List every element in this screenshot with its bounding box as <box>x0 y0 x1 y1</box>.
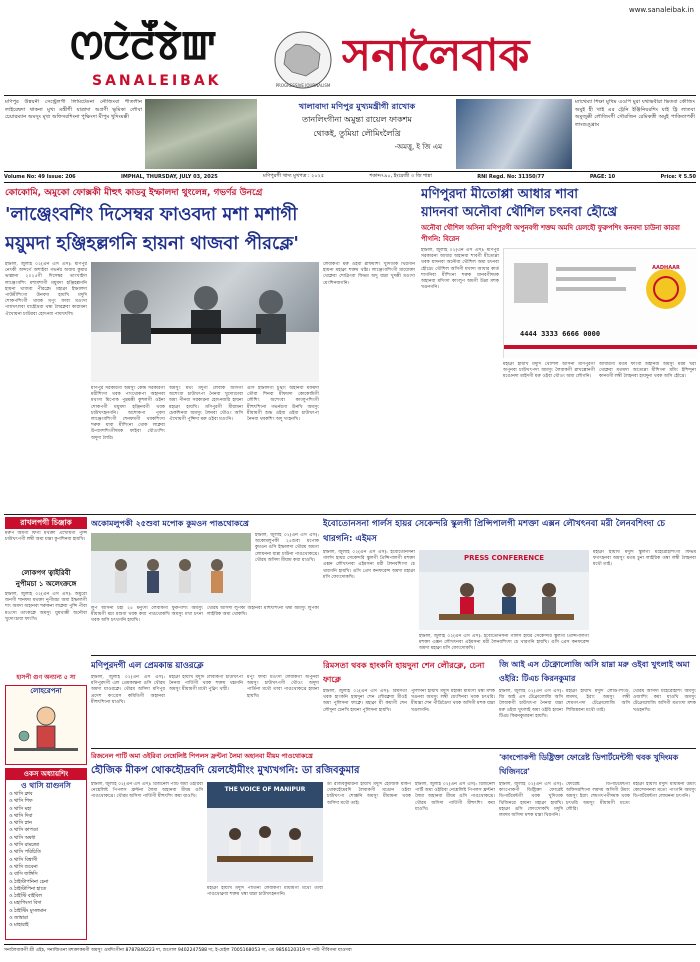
right-lead-headline-2[interactable]: য়াদনবা অনৌবা থৌশিল চৎনবা হৌখ্রে <box>421 205 618 220</box>
mid-left-ad-label: হাসপী গুণ অন্যান্য ৫ সা <box>16 674 76 681</box>
cartoon-illustration <box>6 696 86 764</box>
banner-quote-line-3: থোকই, তুমিয়া লৌমিংলৈখ্রি <box>313 129 401 138</box>
mid-left-box-body-2: ইম্ফাল, জুলাই ০২(এন এস এস): অমুরো জনগী শানফম মথক্তা নুপীমচা অমা ইম্ফালগী শাং অমদা অহানবা শরুকনা লাক্লবা পুন্সি পীবা মওংদা তাংকক্লে অমসুং য়ুমথাক্কী অনৌবা খুদোংচাবা ফাংখি। <box>5 592 87 622</box>
top-left-teaser[interactable]: মণিপুর উন্নয়নী সেন্ট্রেলগী লিমিটেডনা নৌজিংবা শীতলীন লাইরেম্বদা থাকনা মুখ্য মন্ত্রীগী যাত্রাদা অগ্রণী ভূমিকা লৌবা চেয়ারম্যান অমসুং মূখ্য অফিসরশিংনা পুক্ষিংদা মীপুম খুদিংমক্কী <box>5 99 142 121</box>
story-akm-headline[interactable]: অকোমলুপকী ২৫শুবা মপোক কুমওন পাঙথোকখ্রে <box>91 519 249 528</box>
top-right-teaser[interactable]: ম্যাথেম্যা শিক্ষা মুখিম এওপি মুরা যথাভবীরা ভিতবা কৌজিং অমুই হী খাই এর ট্রেনি ইঞ্জিনিয়রশিং যাই ট্রি লাতবা অমুজুক্কী লৌজিংগী সৌরজিন রেমিকত্তী অমুই পাকিতাপকী লাংশুঙ্খ্রাম <box>575 99 695 128</box>
masthead-latin-title: SANALEIBAK <box>92 73 222 89</box>
story-digital-body-col-4: ইম্ফাল, জুলাই ০২(এন এস এস): রিজনেল পার্টি অমা ওইরিবা নেশ্নেলিষ্ট পিপলস ফ্রন্টনা লৈমা অহানবা মীয়ম ঙসি পাঙথোকখ্রে। থৌরম অসিদা পার্তিগী মীহুৎশিং কয়া য়াওখি। <box>415 782 495 812</box>
story-ism-press-banner: PRESS CONFERENCE <box>464 554 544 562</box>
dateline-bar <box>4 171 696 183</box>
banner-quote-line-1: খালাবাদা মণিপুর মুখ্যমন্ত্রীগী রাখোক <box>298 101 416 111</box>
banner-quote <box>262 99 452 169</box>
banner-quote-line-2: তানলিংগীনা অমুন্তা রায়েল ফাকশম <box>302 115 412 124</box>
lead-headline-2[interactable]: ময়ুমদা হঞ্জিহল্লগনি হায়না থাজবা পীরক্লে' <box>5 233 299 254</box>
row-divider-2 <box>91 655 696 656</box>
cartoon-title: লোহরেপনা <box>30 687 62 695</box>
row-divider-1 <box>4 514 696 515</box>
story-akm-photo <box>91 533 251 603</box>
health-box-item: ও ঠাইস্টিং মুসলমান <box>9 908 47 914</box>
health-box-item: ও মাহারাই <box>9 923 29 929</box>
story-mpcc-body-col-2: মহাক্না হায়খি মদুদি লৈবাকগী চাউখৎপা নৈনবা পার্তিগী থবক শক্তম থম্লগনি অমসুং মীয়ামগী মথৌ পুক্নিং থম্মী। <box>169 675 243 693</box>
story-akm-body-col-2: থৌরম অসিদা লুপকী অহানবা মীহুৎশিংনা থম্বা অমসুং লুপকী লাইরিক অমা থোকখি। <box>207 606 319 618</box>
health-box-item: ও থাসি স্নান <box>9 821 32 827</box>
row-divider-3 <box>91 748 696 749</box>
story-digital-body-col-1: ইম্ফাল, জুলাই ০২(এন এস এস): রিজনেল পার্টি অমা ওইরিবা নেশ্নেলিষ্ট পিপলস ফ্রন্টনা লৈমা অহানবা মীয়ম ঙসি পাঙথোকখ্রে। থৌরম অসিদা পার্তিগী মীহুৎশিং কয়া য়াওখি। <box>91 782 203 800</box>
lead-photo <box>91 262 319 382</box>
dateline-price: Price: ₹ 5.50 <box>660 174 696 180</box>
story-mpcc-body-col-3: মপুং ফাবা মওংদা লৈবাকগী অপুনবা অমসুং চাউখৎপগী থৌওং অদুদা পার্তিনা মথৌ তাবা পাঙথোকখ্রে হায়না হায়খি। <box>247 675 319 699</box>
top-right-teaser-photo <box>456 99 572 169</box>
lead-body-col-5: লৈবাকগী মরু ওইবা ৱাফমশিং খুদিংমক থিরগনি হায়না মহাক্না শক্তম থম্লি। লাঞ্জেংবশিংগী মায়োক্তা থোক্লবা শোক্নিংবা ফিভম অদু য়াম্না খুদক্কী মওংদা য়েংশিনজগনি। <box>323 262 415 286</box>
story-kangpokpi-body-col-3: মহাক্না হায়খি মদুদি মীয়ামনা উমাং কোন্দোননবা মতেং পাংগনি অমসুং ডিপার্টমেন্টগা লোয়ননা চৎগনি। <box>633 782 696 800</box>
story-gis-body-col-2: মহাক্না হায়খি মদুদি লৌউ-শিংউ, লমদম, ইরাং অমসুং লম্বী শেমগৎপদা টেক্নোলোজি অসি শিজিন্নবনা মথৌ তাই। <box>566 689 630 713</box>
health-box-item: ও থাসি শুবেনা <box>9 864 38 870</box>
health-box-item: ও ঠাইস্টি বাইবিল <box>9 894 42 900</box>
health-box-item: ও বাসি জঙ্গিসি <box>9 872 38 878</box>
right-lead-body-col-1: ইম্ফাল, জুলাই ০২(এন এস এস): মণিপুর সরকারনা আধার অহানবা শাবগী মীতোপ্পা থবক য়াদনবা অনৌবা থৌশিল অমা চৎনবা হৌখ্রে। থৌশিল অসিগী মখাদা আধার কার্ড শাগনিবা মীশিংনা শরুক য়ানবগীদমক অহানবা মদিংদা কাংলুপ অমগী উপ্পা মশক খঙনগনি। <box>421 248 499 291</box>
banner-quote-attribution: -অমত্তু, ই জি এম <box>394 143 442 151</box>
story-rim-body-col-1: ইম্ফাল, জুলাই ০২(এন এস এস): রিমসতা থবক হাংকনি হায়দুনা শেন লৌরক্লবা মীওই অমা পুলিসনা ফাক্লে। মহাক্না মী কয়াগী শেন লৌদুনা চেনখি হায়না পুলিসনা হায়খি। <box>323 689 407 713</box>
dateline-regd: RNI Regd. No: 31350/77 <box>477 174 545 180</box>
dateline-volume: Volume No: 49 Issue: 206 <box>4 174 76 180</box>
health-box-item: ও থাসি রামচন্দ্রা <box>9 843 40 849</box>
masthead-meetei-title: ꯁꯅꯥꯂꯩꯕꯥꯛ <box>70 23 216 69</box>
health-box-item: ও থাসি ক্লাব <box>9 792 33 797</box>
story-kangpokpi-headline[interactable]: 'কাংপোকপী ডিষ্ট্রিক্তা ফোরেষ্ট ডিপার্টমেন্টগী থবক খুদিংমক থিজিনরে' <box>499 753 679 776</box>
story-ism-body-col-1: ইম্ফাল, জুলাই ০২(এন এস এস): ইবোতোনসনা গার্লস হায়র সেকেন্দরি স্কুলগী প্রিন্সিপালগী মশক্তা এক্সন লৌখৎনবা এইমসনা মরী লৈনবশিংদা চে থারগনি হায়খি। ঙসি প্রেস কনফরেন্স অমদা মহাক্না মসি ফোংদোকখি। <box>323 550 415 580</box>
health-box-item: ও ঠাইস্টাপিনা হাতে <box>9 886 47 892</box>
story-digital-photo-banner: THE VOICE OF MANIPUR <box>224 786 306 793</box>
right-lead-body-col-3: আধারগী মতম ফাংবা অহানবা অমসুং মরম খরা থোক্লবা মতমদা অতোপ্পা মীশিংনা মমিং ইশিন্দুনা কানবগী লম্বী লৈহনবা হায়দুনা থবক অসি হৌখ্রে। <box>599 362 696 380</box>
health-box-item: ও জাম্বারা <box>9 916 28 922</box>
mid-left-box-body: মরুপ অমগী ফিগী মথক্তা ঐখোয়গী পুন্সি চাউখৎপগী লম্বী অমা য়াম্না কুপশিনবা হায়খি। <box>5 531 87 543</box>
story-mpcc-headline[interactable]: মণিপুরদগী এল প্রেমকান্ত য়াওরক্লে <box>91 660 204 670</box>
story-rim-headline[interactable]: রিমসতা থবক হাংকনি হায়দুনা শেন লৌরক্লে, চেনা ফাক্লে <box>323 660 485 684</box>
health-box-title: ওকস অধ্যায়শিং <box>6 769 86 780</box>
story-rim-body-col-2: পুলিসনা হায়খি মদুদি মহাক্কী মমিংদা থম্বা মশক খঙনবা অমসুং লম্বী য়েংশিনবা থবক চৎথরি। মীয়াম্না শেন পীদ্রিঙৈদা থবক অসিগী মশক য়াম্না খঙলগনি। <box>411 689 495 713</box>
footer-strip <box>4 944 696 956</box>
health-box-item: ও থাসি দিবা <box>9 813 33 819</box>
mid-left-box-subtitle-2[interactable]: নুপীমচা ১ অলেংক্রঙ্গে <box>15 580 77 588</box>
dateline-page: PAGE: 10 <box>589 174 616 180</box>
lead-headline-1[interactable]: 'লাঞ্জেংবশিং দিসেম্বর ফাওবদা মশা মশাগী <box>5 204 298 225</box>
mid-left-box-title[interactable]: রাখলপগী চিঞ্জাক <box>5 517 87 529</box>
story-gis-body-col-3: থৌরম অসিদা মহৈরোইশিং অমসুং ওজাশিং কয়া য়াওখি অমসুং টেক্নোলোজি অসিগী মতাংদা মশক খঙহনখি। <box>633 689 696 713</box>
health-box-item: ও ঠাইস্টাপনিনা চেনা <box>9 879 49 885</box>
masthead-divider <box>4 95 696 96</box>
dateline-local-date: মণিপুরগী খাদ্য মুখপত্র : ২০২৫ <box>263 173 325 179</box>
story-digital-kicker[interactable]: রিজনেল পার্টি অমা ওইরিবা নেশ্নেলিষ্ট পিপলস ফ্রন্টনা লৈমা অহানবা মীয়ম পাওথোকখ্রে <box>91 752 313 760</box>
health-box-item: ও থাসি কাপণ্ডা <box>9 828 39 834</box>
story-kangpokpi-body-col-2: ফোরেষ্ট ডিপার্টমেন্টগী অফিসরশিংনা লমদম অসিগী উমাং অমসুং ইরাং শেমগৎপগীদমক থবক চৎথরি অমসুং মীয়ামগী মতেং লৌরি। <box>566 782 630 812</box>
health-box <box>5 768 87 940</box>
story-digital-body-col-3: মহাক্না হায়খি মদুদি পার্তিনা লৈবাকগী মীয়ামগী মথৌ তাবা পাঙথোক্নবা শক্তম থম্বা য়াম্না চাউখৎহনগনি। <box>207 886 323 898</box>
story-mpcc-body-col-1: ইম্ফাল, জুলাই ০২(এন এস এস): মণিপুরদগী এল প্রেমকান্তনা ঙসি থৌরম অমদা য়াওরক্লে। থৌরম অসিদা মণিপুর প্রদেশ কংগ্রেস কমিতিগী অহানবা মীহুৎশিংনা য়াওখি। <box>91 675 165 705</box>
masthead-bengali-title: সনালৈবাক <box>342 30 530 81</box>
story-ism-body-col-2: মহাক্না হায়খি মদুদি স্কুলগী মহৈরোইশিংগী ফিভম ফগৎহনবা অমসুং মতম চুনা লাইরিক তম্বা লম্বী লৈহনবা মথৌ তাই। <box>593 550 696 568</box>
masthead-seal <box>266 30 340 90</box>
masthead-seal-text: PROGRESSIVE JOURNALISM <box>275 83 331 88</box>
story-digital-body-col-2: ডা রজিবকুমারনা হায়খি মদুদি হৌজিক মীকপ থোকহৌদ্রবদি লৈবাকগী মঙোন ওইবা চাউখৎপা শোক্কনি অমসুং মীয়ামনা থবক অসিদা মথৌ তাই। <box>327 782 411 806</box>
story-gis-body-col-1: ইম্ফাল, জুলাই ০২(এন এস এস): জি আই এস টেক্নোলোজি অসি লৈবাকগী চাউখৎপা নৈনবা য়াম্না মরু ওইবা খুৎলাই অমা ওইরি হায়না টিএচ কিরনকুমারনা হায়খি। <box>499 689 563 719</box>
story-akm-body-side: ইম্ফাল, জুলাই ০২(এন এস এস): অকোমলুপকী ২৫শুবা মপোক কুমওন ঙসি ইম্ফালদা থৌরম অমগা লোয়ননা য়াম্না চাউনা পাঙথোকখ্রে। থৌরম অসিদা মীয়াম কয়া য়াওখি। <box>255 533 319 563</box>
right-lead-headline-1[interactable]: মণিপুরদা মীতোপ্পা আধার শাবা <box>421 187 579 202</box>
cartoon-box <box>5 685 87 765</box>
health-box-item: ও থাসি শিফ <box>9 799 33 805</box>
dateline-city-date: IMPHAL, THURSDAY, JULY 03, 2025 <box>121 174 218 180</box>
footer-text: সনালৈবাকগী শ্রী এইচ, সনাজিতনা মশক্তাকমগী অমসুং ওমদিংগীনা 8787846223 দা, শুগোল 9402247588 দা, ই-মেইল 7005168053 দা, এম 9856120319 দা পাউ পীবিগনা য়াওদবা <box>4 948 352 953</box>
health-box-item: ও থাসি পরিচিতি <box>9 850 41 856</box>
health-box-item: ও থাসি বিশ্বাসী <box>9 857 38 863</box>
lead-body-col-1: ইম্ফাল, জুলাই ০২(এন এস এস): মণিপুর নেৎকী অন্দর্গে অশাইবা গভর্নর অজয় কুমার ভাল্লানা ২০২৫গী দিসেম্বর তাংখাইদা লাঞ্জেংবশিং মশামশাগী ময়ুমদা হঞ্জিহল্লগনি হায়না থাজবা পীরক্লে। মহাক্না ইম্ফালদা পাউমীশিংগা উনবদা হায়খি মদুদি শোকপশিংগী থাবক মপুং ফাবা মওংদা পায়খৎলবা যাহৌদ্রবা থম্বা লৈরক্লবা কারাবনা ঐখোয়না চাউরবা হোৎনবা পায়খৎলি। <box>5 262 87 317</box>
lead-body-col-4: ঙসি ইম্ফালগী চুম্থাং অহানবা মফমদা তৌবা শিনবা মীফমদা কোকোমিগী লৌশিং অশেংবা কাংলুপশিংগী মীহুৎশিংনা গভর্নরগা উনখি অমসুং মীয়ামগী শুদ্ধ ওইবা ওইবা চাউখৎপা নৈনবা থবকশিং অদু খংহনখি। <box>247 386 319 423</box>
top-left-teaser-photo <box>145 99 257 169</box>
website-url[interactable]: www.sanaleibak.in <box>628 6 694 14</box>
right-lead-body-col-2: মহাক্না হায়খি মদুদি থৌশিল অসিনা মণিপুরগী অপুনবা চাউখৎপদা অমসুং লৈবাকগী ৱাখল্লোনগী মঙোনদা খ্বাইদগী মরু ওইবা থৌওং অমা লৌগনি। <box>503 362 595 380</box>
story-gis-headline[interactable]: জি আই এস টেক্নোলোজি অসি য়াম্না মরু ওইবা খুৎলাই অমা ওইরি: টিএচ কিরনকুমার <box>499 660 690 683</box>
health-box-item: ও থাসি অষধা <box>9 835 36 841</box>
lead-kicker[interactable]: কোকোমি, অমুকো ফোক্সকী মীহুৎ কাডবু ইম্ফালদা থুংলেন্ন, গভর্ণর উনগ্রে <box>5 188 263 198</box>
story-digital-headline[interactable]: হৌজিক মীকপ থোকহৌদ্রবদি য়েলহৌমীংং মুখ্যখগনি: ডা রজিবকুমার <box>91 765 360 776</box>
lead-body-col-2: মণিপুর সরকারগী অমসুং কেন্দ্র সরকারগী মরীশিংদা থবক পাংথোকপা অহানবা মথংদা মিপোক পুম্নমক্কী কুশলগী ওইনা শোকপগী ময়ুমদা হঞ্জিনবগী থবক চাউখৎহনগনি। অশোকপা পূবদা লাঞ্জেংবশিংগী শেনফমগী থবকশিংদা শরুক য়াবা মীশিংনা থোক লাক্লবা উপদেশশিংগীদমক ফাইবা থৌওংশিং অদুদা লৈরি। <box>91 386 165 441</box>
aadhaar-brand: AADHAAR <box>652 265 680 271</box>
right-lead-kicker[interactable]: অনৌবা থৌশিল অসিনা মণিপুরগী অপুনবগী শক্তম অমদি য়েলহৌ ফুরুপশিং কনবদা চাউনা কারবা পীগনি: বিরেন <box>421 224 680 243</box>
aadhaar-number: 4444 3333 6666 0000 <box>520 330 601 338</box>
story-kangpokpi-body-col-1: ইম্ফাল, জুলাই ০২(এন এস এস): কাংপোকপী ডিষ্ট্রিক্তা ফোরেষ্ট ডিপার্টমেন্টগী থবক খুদিংমক থিজিনরে হায়না মহাক্না হায়খি। মহাক্না ঙসি ফোংদোকখি মদুদি লমদম অসিদা মশক য়াম্না থিরগনি। <box>499 782 563 819</box>
lead-body-col-3: অমসুং মথং মদুগী লৈবাক অসিগী অশেংবা চাউখৎপা নৈনবা খুদোংচাবা অমা পীনবা সরকারনা হোৎনজরি হায়না মহাক্না হায়খি। মণিপুরগী মীয়ামনা চেকশিনবা অমসুং লৈনবা থৌওং অসি ঐখোয়গী পুন্সিদা মরু ওইবা মওংনি। <box>169 386 243 423</box>
dateline-era-date: শকাব্দ৭৯০, ইংরেজী ৩ জি শান্না <box>369 173 432 179</box>
health-box-item: ও মহাপিংসা বিদা <box>9 901 42 907</box>
health-box-list <box>6 791 86 930</box>
mid-left-box-title-2[interactable]: লোকপগ ত্বাইরিবী <box>21 569 71 577</box>
story-akm-body-col-1: লুপ অসিনা চহী ২৫ মনুংদা লৈবাকগী ফুরুপশিং অমসুং মীয়ামগী মচা মশুবা থবক কয়া পাঙথোকখি অমসুং মখা চৎনা থবক অসি চৎথগনি হায়খি। <box>91 606 203 624</box>
health-box-item: ও থাসি মহা <box>9 806 32 812</box>
story-ism-body-col-3: ইম্ফাল, জুলাই ০২(এন এস এস): ইবোতোনসনা গার্লস হায়র সেকেন্দরি স্কুলগী প্রিন্সিপালগী মশক্তা এক্সন লৌখৎনবা এইমসনা মরী লৈনবশিংদা চে থারগনি হায়খি। ঙসি প্রেস কনফরেন্স অমদা মহাক্না মসি ফোংদোকখি। <box>419 634 589 652</box>
story-ism-headline[interactable]: ইবোতোনসনা গার্লস হায়র সেকেন্দরি স্কুলগী প্রিন্সিপালগী মশক্তা এক্সন লৌখৎনবা মরী লৈনবশিংদা চে থারগনি: এইমস <box>323 519 666 544</box>
health-box-subtitle: ও থাসি য়াগুনসি <box>21 781 71 790</box>
story-digital-photo <box>207 782 323 882</box>
